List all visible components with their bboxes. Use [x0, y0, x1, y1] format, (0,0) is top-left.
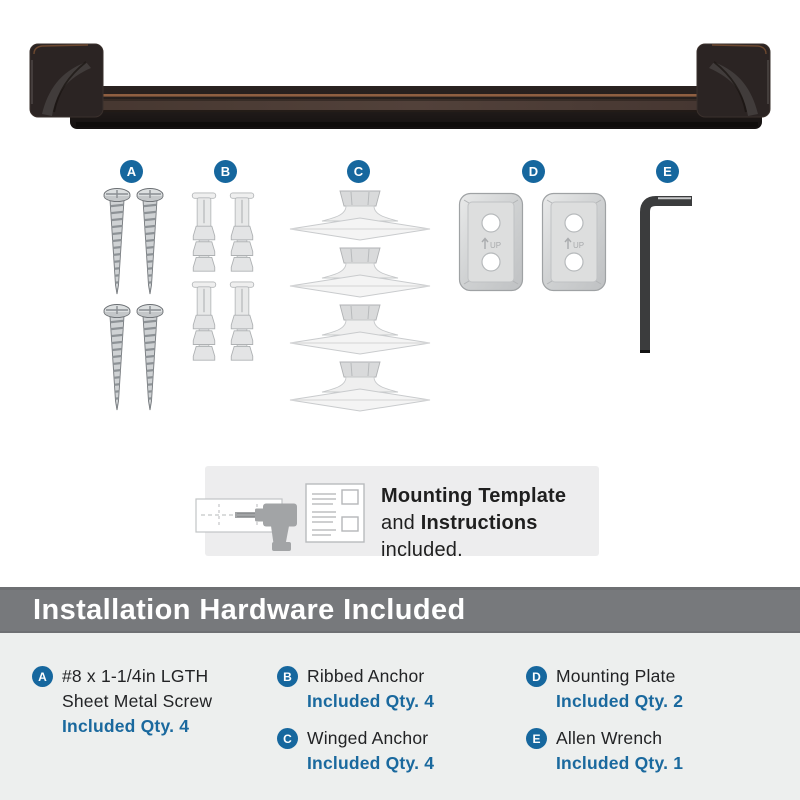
item-qty: Included Qty. 4	[62, 716, 190, 736]
winged-anchor-icon	[288, 246, 432, 300]
note-bold-instructions: Instructions	[420, 512, 538, 534]
winged-anchor-icon	[288, 360, 432, 414]
mounting-template-drill-icon	[195, 490, 307, 552]
item-qty: Included Qty. 4	[307, 691, 435, 711]
sheet-metal-screw-icon	[102, 187, 132, 299]
diagram-badge-b: B	[214, 160, 237, 183]
diagram-badge-a: A	[120, 160, 143, 183]
legend-badge-b: B	[277, 666, 298, 687]
legend-badge-d: D	[526, 666, 547, 687]
legend-item-winged-anchor	[277, 726, 434, 776]
item-qty: Included Qty. 2	[556, 691, 684, 711]
allen-wrench-icon	[634, 190, 696, 360]
diagram-badge-e: E	[656, 160, 679, 183]
sheet-metal-screw-icon	[102, 303, 132, 415]
towel-bar-image	[28, 42, 772, 132]
sheet-metal-screw-icon	[135, 187, 165, 299]
legend-item-mounting-plate	[526, 664, 683, 714]
note-text	[381, 483, 595, 564]
ribbed-anchor-icon	[189, 191, 219, 277]
item-name-line: Allen Wrench	[556, 728, 663, 748]
mounting-plate-icon	[541, 192, 607, 292]
winged-anchor-icon	[288, 303, 432, 357]
item-name-line: Sheet Metal Screw	[62, 691, 213, 711]
item-name-line: Winged Anchor	[307, 728, 429, 748]
legend-item-ribbed-anchor	[277, 664, 434, 714]
item-qty: Included Qty. 4	[307, 753, 435, 773]
note-and: and	[381, 512, 415, 534]
legend-badge-e: E	[526, 728, 547, 749]
legend-badge-a: A	[32, 666, 53, 687]
ribbed-anchor-icon	[227, 191, 257, 277]
note-bold-mounting-template: Mounting Template	[381, 485, 567, 507]
legend-item-screw	[32, 664, 212, 739]
hardware-legend	[0, 633, 800, 800]
ribbed-anchor-icon	[227, 280, 257, 366]
item-name-line: Mounting Plate	[556, 666, 676, 686]
item-name-line: Ribbed Anchor	[307, 666, 425, 686]
ribbed-anchor-icon	[189, 280, 219, 366]
item-qty: Included Qty. 1	[556, 753, 684, 773]
mounting-plate-icon	[458, 192, 524, 292]
diagram-badge-d: D	[522, 160, 545, 183]
section-title: Installation Hardware Included	[33, 594, 466, 626]
legend-item-allen-wrench	[526, 726, 683, 776]
note-included: included.	[381, 539, 463, 561]
section-banner	[0, 587, 800, 633]
item-name-line: #8 x 1-1/4in LGTH	[62, 666, 209, 686]
sheet-metal-screw-icon	[135, 303, 165, 415]
mounting-template-note	[205, 466, 599, 561]
legend-badge-c: C	[277, 728, 298, 749]
winged-anchor-icon	[288, 189, 432, 243]
instructions-document-icon	[305, 483, 365, 543]
diagram-badge-c: C	[347, 160, 370, 183]
